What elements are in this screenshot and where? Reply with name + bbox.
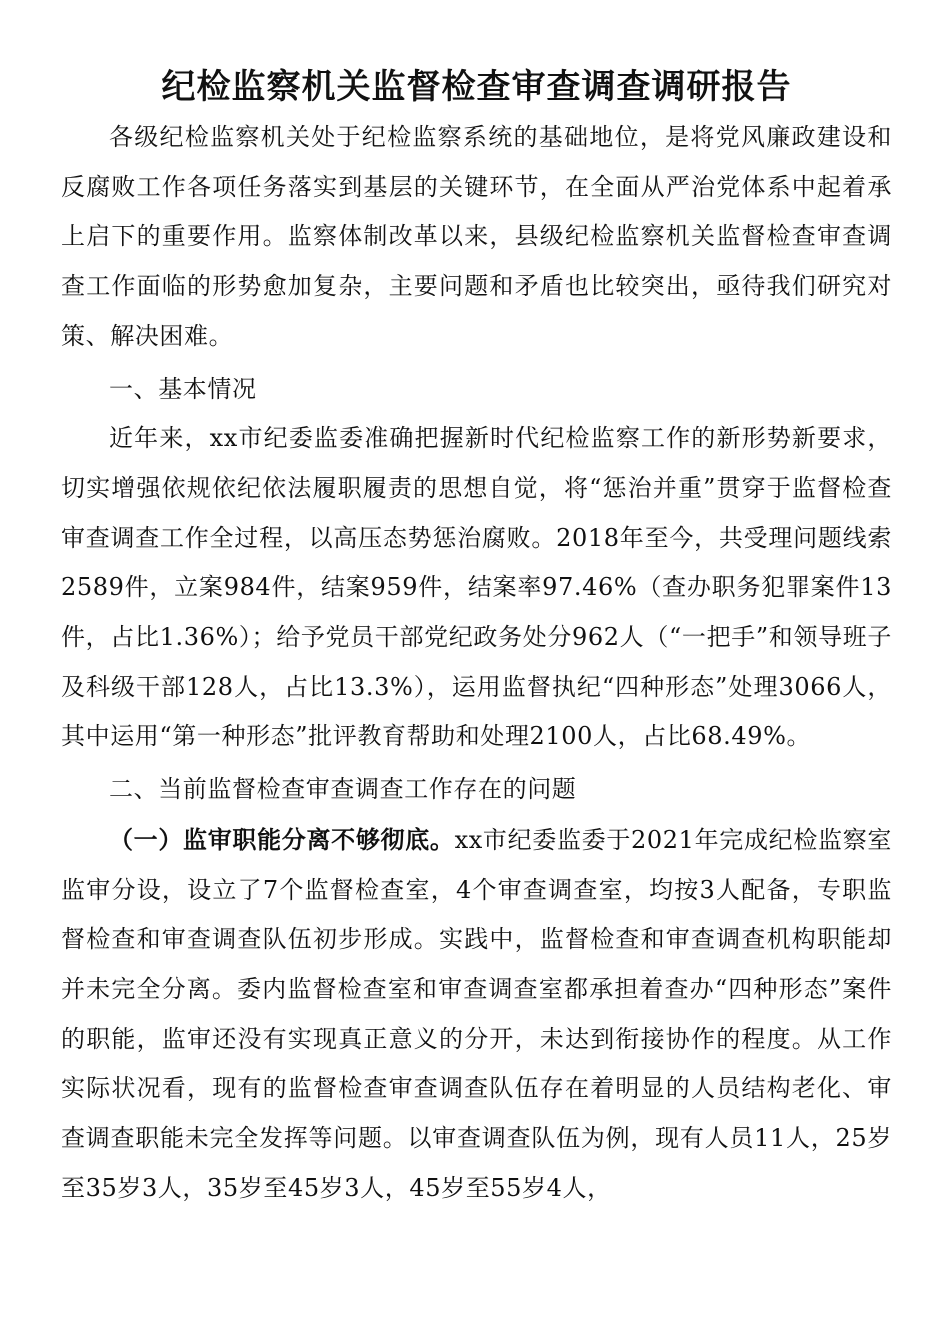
- section-heading-problems: 二、当前监督检查审查调查工作存在的问题: [109, 775, 577, 804]
- document-title: 纪检监察机关监督检查审查调查调研报告: [161, 67, 792, 107]
- section-heading-basic-situation: 一、基本情况: [109, 374, 257, 403]
- basic-situation-paragraph: 近年来，xx市纪委监委准确把握新时代纪检监察工作的新形势新要求，切实增强依规依纪依法履职履责的思想自觉，将“惩治并重”贯穿于监督检查审查调查工作全过程，以高压态势惩治腐败。2018年至今，共受理问题线索2589件，立案984件，结案959件，结案率97.46%（查办职务犯罪案件13件，占比1.36%）；给予党员干部党纪政务处分962人（“一把手”和领导班子及科级干部128人，占比13.3%），运用监督执纪“四种形态”处理3066人，其中运用“第一种形态”批评教育帮助和处理2100人，占比68.49%。: [61, 424, 892, 751]
- problem-1-body: xx市纪委监委于2021年完成纪检监察室监审分设，设立了7个监督检查室，4个审查调查室，均按3人配备，专职监督检查和审查调查队伍初步形成。实践中，监督检查和审查调查机构职能却并未完全分离。委内监督检查室和审查调查室都承担着查办“四种形态”案件的职能，监审还没有实现真正意义的分开，未达到衔接协作的程度。从工作实际状况看，现有的监督检查审查调查队伍存在着明显的人员结构老化、审查调查职能未完全发挥等问题。以审查调查队伍为例，现有人员11人，25岁至35岁3人，35岁至45岁3人，45岁至55岁4人，: [61, 825, 892, 1202]
- problem-1-lead: （一）监审职能分离不够彻底。: [109, 824, 455, 854]
- intro-paragraph: 各级纪检监察机关处于纪检监察系统的基础地位，是将党风廉政建设和反腐败工作各项任务落实到基层的关键环节，在全面从严治党体系中起着承上启下的重要作用。监察体制改革以来，县级纪检监察机关监督检查审查调查工作面临的形势愈加复杂，主要问题和矛盾也比较突出，亟待我们研究对策、解决困难。: [61, 123, 892, 350]
- problem-1-paragraph: [61, 815, 892, 1214]
